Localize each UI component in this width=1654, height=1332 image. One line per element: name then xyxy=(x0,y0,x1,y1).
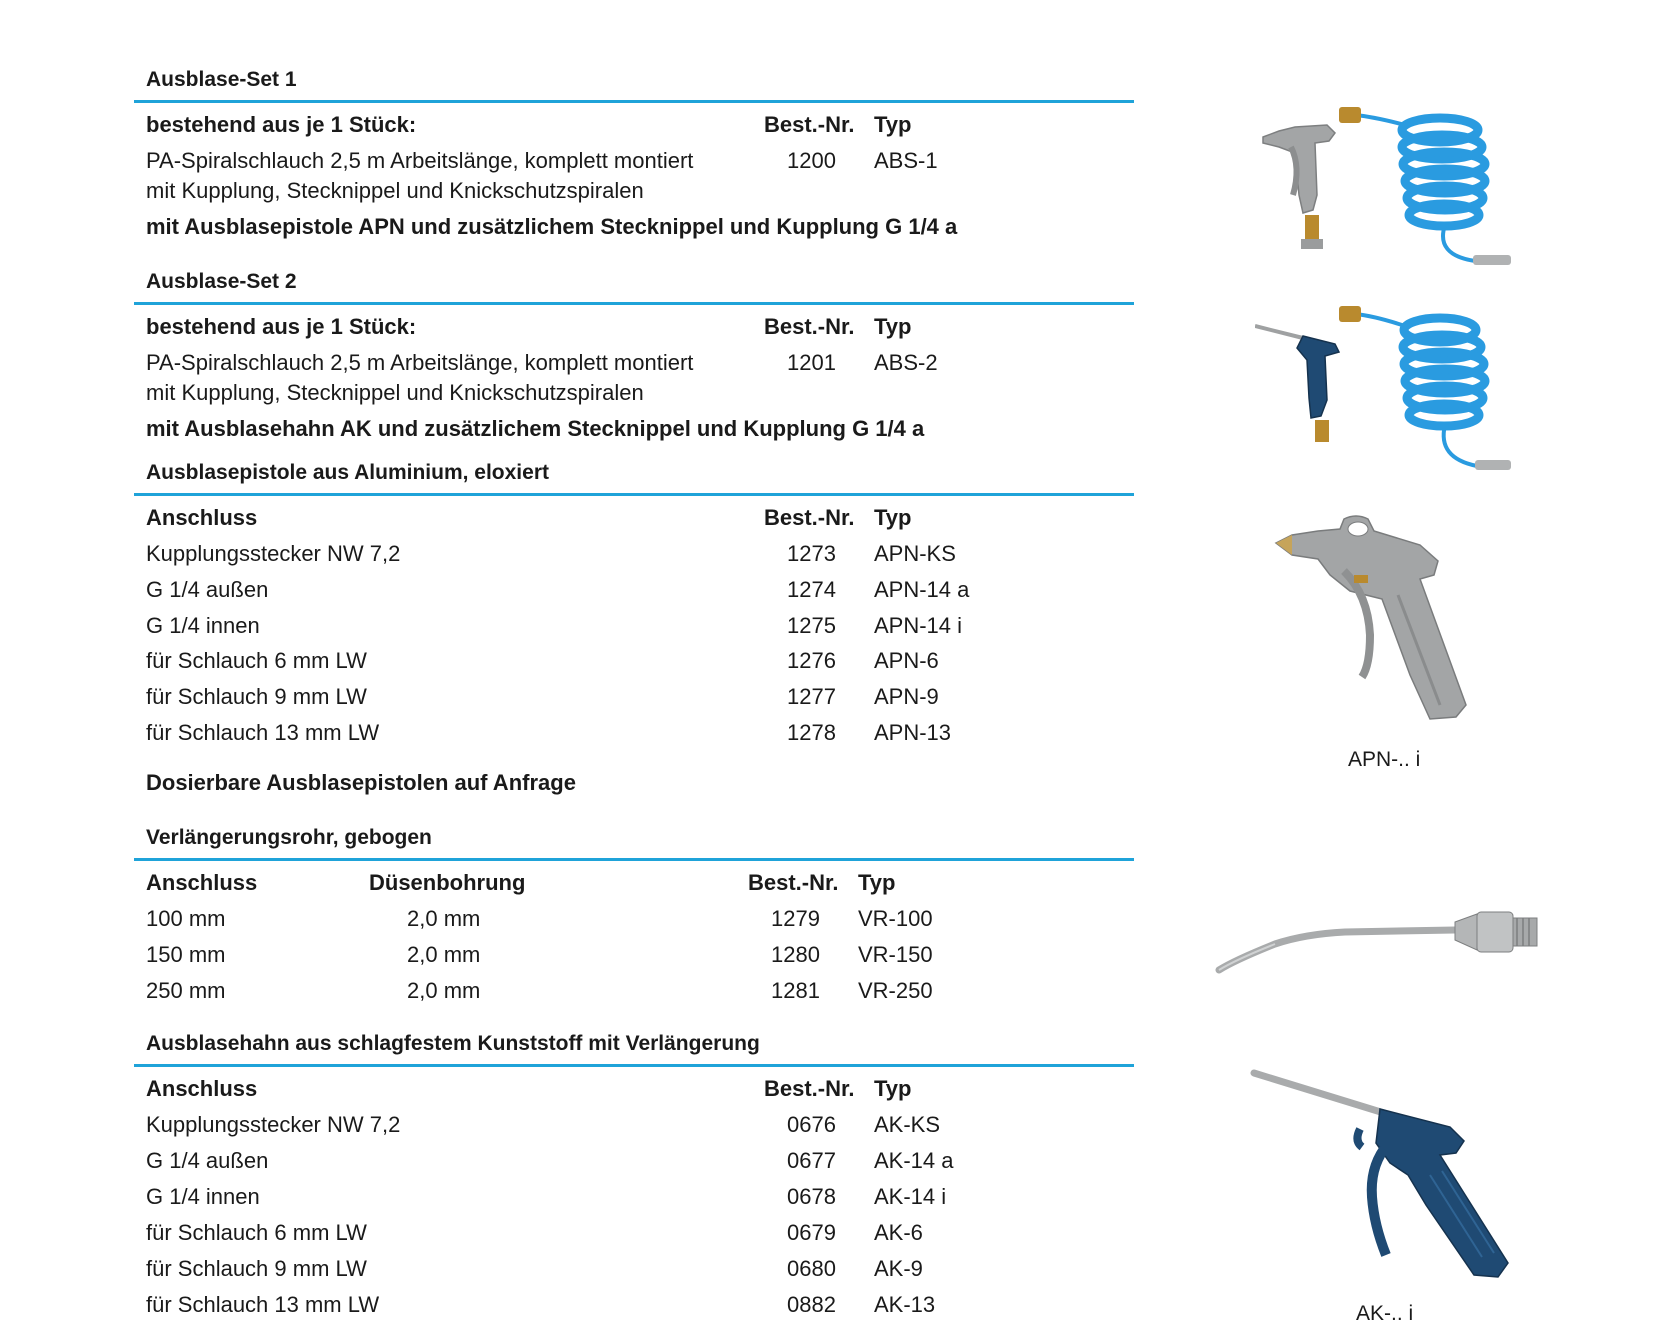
header-typ: Typ xyxy=(874,505,912,530)
section-title-ak: Ausblasehahn aus schlagfestem Kunststoff mit Verlängerung xyxy=(146,1032,760,1055)
header-typ: Typ xyxy=(874,1076,912,1101)
anschluss-cell: für Schlauch 9 mm LW xyxy=(146,684,367,709)
typ-cell: APN-14 a xyxy=(874,577,970,602)
typ-cell: APN-9 xyxy=(874,684,939,709)
best-nr-cell: 1275 xyxy=(787,613,836,638)
header-best-nr: Best.-Nr. xyxy=(764,1076,855,1101)
spiral-hose-set-apn-image xyxy=(1255,95,1525,280)
set2-desc-line1: PA-Spiralschlauch 2,5 m Arbeitslänge, komplett montiert xyxy=(146,350,694,375)
best-nr-cell: 0678 xyxy=(787,1184,836,1209)
anschluss-cell: Kupplungsstecker NW 7,2 xyxy=(146,1112,401,1137)
header-best-nr: Best.-Nr. xyxy=(748,870,839,895)
bohrung-cell: 2,0 mm xyxy=(407,942,481,967)
section-divider xyxy=(134,493,1134,496)
header-anschluss: Anschluss xyxy=(146,1076,258,1101)
extension-tube-image xyxy=(1215,900,1555,980)
best-nr-cell: 0676 xyxy=(787,1112,836,1137)
set2-typ: ABS-2 xyxy=(874,350,938,375)
spiral-hose-icon xyxy=(1402,118,1485,226)
anschluss-cell: G 1/4 außen xyxy=(146,577,269,602)
best-nr-cell: 0882 xyxy=(787,1292,836,1317)
section-divider xyxy=(134,858,1134,861)
best-nr-cell: 1274 xyxy=(787,577,836,602)
section-title-vr: Verlängerungsrohr, gebogen xyxy=(146,826,432,849)
best-nr-cell: 1273 xyxy=(787,541,836,566)
set1-desc-line1: PA-Spiralschlauch 2,5 m Arbeitslänge, komplett montiert xyxy=(146,148,694,173)
header-anschluss: Anschluss xyxy=(146,870,258,895)
section-divider xyxy=(134,100,1134,103)
anschluss-cell: 250 mm xyxy=(146,978,226,1003)
anschluss-cell: Kupplungsstecker NW 7,2 xyxy=(146,541,401,566)
header-duesenbohrung: Düsenbohrung xyxy=(369,870,526,895)
typ-cell: VR-250 xyxy=(858,978,933,1003)
ak-caption: AK-.. i xyxy=(1356,1302,1414,1325)
header-anschluss: Anschluss xyxy=(146,505,258,530)
header-best-nr: Best.-Nr. xyxy=(764,505,855,530)
typ-cell: APN-6 xyxy=(874,648,939,673)
best-nr-cell: 1278 xyxy=(787,720,836,745)
typ-cell: VR-150 xyxy=(858,942,933,967)
typ-cell: APN-KS xyxy=(874,541,956,566)
anschluss-cell: 150 mm xyxy=(146,942,226,967)
ak-blow-gun-image xyxy=(1250,1065,1520,1295)
anschluss-cell: G 1/4 innen xyxy=(146,613,260,638)
typ-cell: AK-14 i xyxy=(874,1184,947,1209)
spiral-hose-set-ak-image xyxy=(1255,300,1525,485)
best-nr-cell: 0680 xyxy=(787,1256,836,1281)
apn-caption: APN-.. i xyxy=(1348,748,1421,771)
set1-typ: ABS-1 xyxy=(874,148,938,173)
header-best-nr: Best.-Nr. xyxy=(764,112,855,137)
spiral-hose-icon xyxy=(1403,318,1485,426)
header-best-nr: Best.-Nr. xyxy=(764,314,855,339)
set2-desc-line2: mit Kupplung, Stecknippel und Knickschutzspiralen xyxy=(146,380,644,405)
section-divider xyxy=(134,1064,1134,1067)
header-typ: Typ xyxy=(874,112,912,137)
typ-cell: APN-14 i xyxy=(874,613,963,638)
apn-note: Dosierbare Ausblasepistolen auf Anfrage xyxy=(146,770,576,795)
anschluss-cell: für Schlauch 13 mm LW xyxy=(146,1292,380,1317)
best-nr-cell: 1279 xyxy=(771,906,820,931)
bohrung-cell: 2,0 mm xyxy=(407,906,481,931)
header-col1: bestehend aus je 1 Stück: xyxy=(146,112,417,137)
best-nr-cell: 1276 xyxy=(787,648,836,673)
section-title-set1: Ausblase-Set 1 xyxy=(146,68,297,91)
anschluss-cell: für Schlauch 13 mm LW xyxy=(146,720,380,745)
best-nr-cell: 0677 xyxy=(787,1148,836,1173)
typ-cell: APN-13 xyxy=(874,720,952,745)
typ-cell: AK-6 xyxy=(874,1220,923,1245)
anschluss-cell: 100 mm xyxy=(146,906,226,931)
typ-cell: VR-100 xyxy=(858,906,933,931)
section-title-apn: Ausblasepistole aus Aluminium, eloxiert xyxy=(146,461,549,484)
header-typ: Typ xyxy=(858,870,896,895)
set1-best-nr: 1200 xyxy=(787,148,836,173)
apn-gun-image xyxy=(1270,515,1500,740)
typ-cell: AK-13 xyxy=(874,1292,936,1317)
header-typ: Typ xyxy=(874,314,912,339)
set1-note: mit Ausblasepistole APN und zusätzlichem Stecknippel und Kupplung G 1/4 a xyxy=(146,214,958,239)
set1-desc-line2: mit Kupplung, Stecknippel und Knickschutzspiralen xyxy=(146,178,644,203)
best-nr-cell: 0679 xyxy=(787,1220,836,1245)
bohrung-cell: 2,0 mm xyxy=(407,978,481,1003)
header-col1: bestehend aus je 1 Stück: xyxy=(146,314,417,339)
typ-cell: AK-14 a xyxy=(874,1148,954,1173)
anschluss-cell: für Schlauch 6 mm LW xyxy=(146,648,367,673)
best-nr-cell: 1281 xyxy=(771,978,820,1003)
anschluss-cell: für Schlauch 6 mm LW xyxy=(146,1220,367,1245)
section-title-set2: Ausblase-Set 2 xyxy=(146,270,297,293)
set2-best-nr: 1201 xyxy=(787,350,836,375)
set2-note: mit Ausblasehahn AK und zusätzlichem Stecknippel und Kupplung G 1/4 a xyxy=(146,416,925,441)
typ-cell: AK-KS xyxy=(874,1112,941,1137)
best-nr-cell: 1277 xyxy=(787,684,836,709)
section-divider xyxy=(134,302,1134,305)
anschluss-cell: G 1/4 außen xyxy=(146,1148,269,1173)
anschluss-cell: G 1/4 innen xyxy=(146,1184,260,1209)
typ-cell: AK-9 xyxy=(874,1256,923,1281)
best-nr-cell: 1280 xyxy=(771,942,820,967)
anschluss-cell: für Schlauch 9 mm LW xyxy=(146,1256,367,1281)
